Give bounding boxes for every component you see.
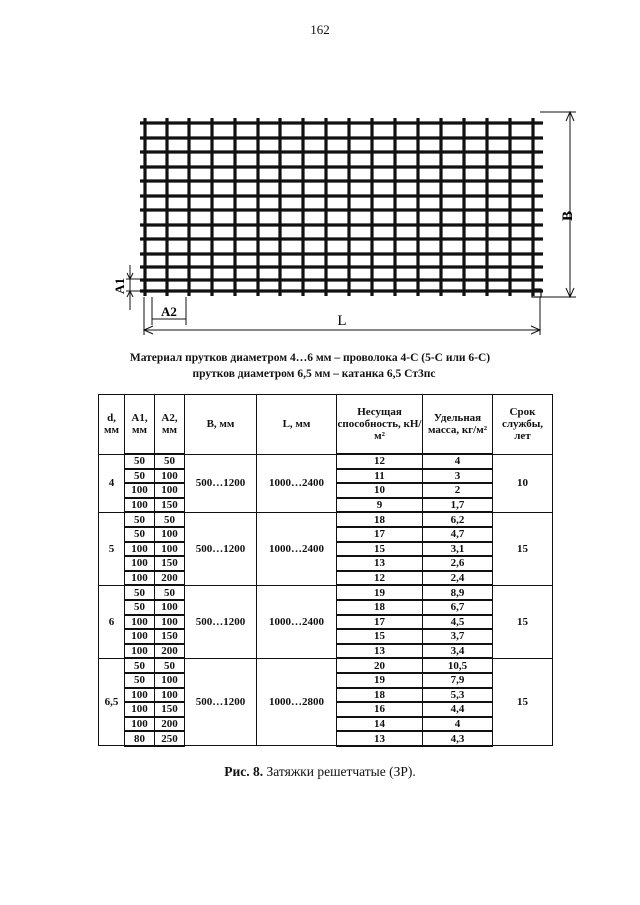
cell-capacity: 13 [337, 644, 423, 659]
cell-mass: 4,3 [423, 731, 493, 746]
header-a1: А1, мм [125, 395, 155, 455]
cell-a2: 100 [155, 673, 185, 688]
material-note-line-2: прутков диаметром 6,5 мм – катанка 6,5 Ст3пс [192, 368, 436, 380]
label-b: B [560, 210, 576, 222]
page-number: 162 [310, 22, 330, 37]
cell-capacity: 11 [337, 469, 423, 484]
cell-mass: 2,6 [423, 556, 493, 571]
cell-life: 15 [493, 658, 553, 746]
cell-b: 500…1200 [185, 585, 257, 658]
caption-label: Рис. 8. [224, 764, 264, 779]
cell-a1: 100 [125, 615, 155, 630]
header-life: Срок службы, лет [493, 395, 553, 455]
table-row [99, 454, 553, 469]
cell-mass: 1,7 [423, 498, 493, 513]
label-a1: A1 [112, 278, 127, 294]
cell-mass: 6,7 [423, 600, 493, 615]
table-header-row [99, 395, 553, 455]
cell-life: 15 [493, 512, 553, 585]
cell-mass: 7,9 [423, 673, 493, 688]
cell-mass: 5,3 [423, 688, 493, 703]
cell-capacity: 18 [337, 512, 423, 527]
cell-a1: 50 [125, 454, 155, 469]
cell-a1: 50 [125, 512, 155, 527]
cell-mass: 3 [423, 469, 493, 484]
cell-capacity: 19 [337, 673, 423, 688]
cell-capacity: 17 [337, 615, 423, 630]
cell-a2: 150 [155, 556, 185, 571]
label-a2: A2 [161, 304, 177, 319]
header-b: В, мм [185, 395, 257, 455]
cell-a2: 150 [155, 629, 185, 644]
cell-a2: 200 [155, 571, 185, 586]
header-d: d, мм [99, 395, 125, 455]
header-l: L, мм [257, 395, 337, 455]
cell-mass: 4 [423, 454, 493, 469]
table-row [99, 585, 553, 600]
cell-a1: 50 [125, 658, 155, 673]
cell-a2: 100 [155, 600, 185, 615]
cell-mass: 2 [423, 483, 493, 498]
cell-a1: 50 [125, 673, 155, 688]
cell-a2: 200 [155, 717, 185, 732]
cell-l: 1000…2400 [257, 512, 337, 585]
mesh-bars [140, 118, 543, 297]
cell-a1: 100 [125, 702, 155, 717]
cell-mass: 3,4 [423, 644, 493, 659]
cell-mass: 2,4 [423, 571, 493, 586]
cell-capacity: 15 [337, 542, 423, 557]
cell-a1: 100 [125, 571, 155, 586]
cell-a1: 100 [125, 556, 155, 571]
cell-a2: 100 [155, 615, 185, 630]
cell-a1: 50 [125, 600, 155, 615]
cell-a1: 80 [125, 731, 155, 746]
cell-capacity: 18 [337, 600, 423, 615]
cell-d: 6 [99, 585, 125, 658]
mesh-spec-table [98, 394, 553, 747]
cell-capacity: 13 [337, 556, 423, 571]
cell-a1: 100 [125, 629, 155, 644]
cell-d: 4 [99, 454, 125, 512]
table-body [99, 454, 553, 746]
cell-b: 500…1200 [185, 658, 257, 746]
caption-text: Затяжки решетчатые (ЗР). [263, 764, 416, 779]
cell-mass: 8,9 [423, 585, 493, 600]
cell-mass: 3,1 [423, 542, 493, 557]
cell-l: 1000…2400 [257, 454, 337, 512]
cell-mass: 4 [423, 717, 493, 732]
cell-capacity: 10 [337, 483, 423, 498]
cell-a2: 200 [155, 644, 185, 659]
cell-capacity: 13 [337, 731, 423, 746]
cell-a2: 250 [155, 731, 185, 746]
header-a2: А2, мм [155, 395, 185, 455]
cell-capacity: 9 [337, 498, 423, 513]
material-note-line-1: Материал прутков диаметром 4…6 мм – проволока 4-С (5-С или 6-С) [129, 352, 491, 364]
cell-life: 10 [493, 454, 553, 512]
cell-a1: 100 [125, 688, 155, 703]
cell-mass: 3,7 [423, 629, 493, 644]
cell-a2: 50 [155, 585, 185, 600]
cell-d: 6,5 [99, 658, 125, 746]
mesh-grid-drawing [0, 0, 640, 345]
cell-mass: 4,7 [423, 527, 493, 542]
cell-l: 1000…2800 [257, 658, 337, 746]
cell-life: 15 [493, 585, 553, 658]
cell-l: 1000…2400 [257, 585, 337, 658]
cell-capacity: 19 [337, 585, 423, 600]
header-mass: Удельная масса, кг/м² [423, 395, 493, 455]
cell-b: 500…1200 [185, 454, 257, 512]
header-capacity: Несущая способность, кН/м² [337, 395, 423, 455]
cell-a1: 50 [125, 469, 155, 484]
cell-a1: 100 [125, 498, 155, 513]
label-l: L [337, 313, 347, 329]
cell-capacity: 18 [337, 688, 423, 703]
cell-a2: 150 [155, 702, 185, 717]
cell-a2: 100 [155, 688, 185, 703]
cell-d: 5 [99, 512, 125, 585]
cell-capacity: 14 [337, 717, 423, 732]
cell-mass: 4,4 [423, 702, 493, 717]
cell-a2: 50 [155, 512, 185, 527]
cell-a2: 100 [155, 527, 185, 542]
cell-a2: 50 [155, 454, 185, 469]
table-row [99, 658, 553, 673]
cell-a1: 100 [125, 483, 155, 498]
cell-mass: 10,5 [423, 658, 493, 673]
cell-mass: 6,2 [423, 512, 493, 527]
cell-a2: 100 [155, 483, 185, 498]
dimension-b [540, 112, 576, 297]
figure-caption [0, 764, 640, 780]
cell-a1: 100 [125, 542, 155, 557]
cell-b: 500…1200 [185, 512, 257, 585]
cell-a2: 50 [155, 658, 185, 673]
cell-capacity: 12 [337, 571, 423, 586]
cell-a2: 100 [155, 469, 185, 484]
cell-a1: 100 [125, 644, 155, 659]
cell-a2: 100 [155, 542, 185, 557]
cell-capacity: 15 [337, 629, 423, 644]
cell-a2: 150 [155, 498, 185, 513]
cell-a1: 50 [125, 585, 155, 600]
cell-capacity: 20 [337, 658, 423, 673]
table-row [99, 512, 553, 527]
dimension-a1 [126, 265, 146, 310]
cell-a1: 50 [125, 527, 155, 542]
cell-capacity: 12 [337, 454, 423, 469]
cell-mass: 4,5 [423, 615, 493, 630]
cell-capacity: 17 [337, 527, 423, 542]
cell-a1: 100 [125, 717, 155, 732]
cell-capacity: 16 [337, 702, 423, 717]
